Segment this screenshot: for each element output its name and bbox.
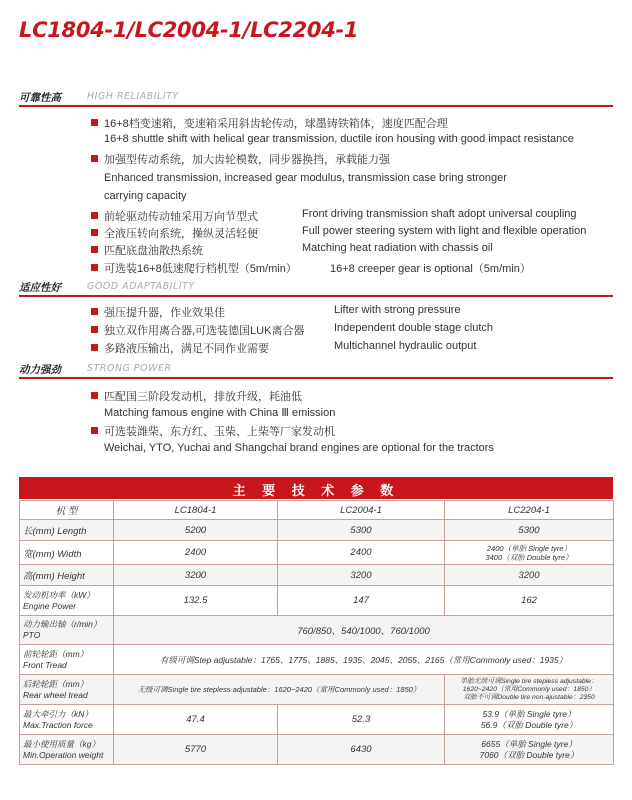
row-label <box>20 735 114 765</box>
table-cell: 147 <box>278 586 445 616</box>
bullet-icon <box>91 308 98 315</box>
table-row <box>20 541 614 565</box>
column-header: LC2004-1 <box>278 501 445 520</box>
bullet-icon <box>91 212 98 219</box>
row-label-zh: 最小使用质量（kg） <box>23 738 100 749</box>
table-cell: 47.4 <box>114 705 278 735</box>
row-label-zh: 后轮轮距（mm） <box>23 678 89 689</box>
cell-line: 3400（双胎 Double tyre） <box>485 552 573 562</box>
column-header: LC2204-1 <box>445 501 614 520</box>
section-divider <box>19 377 613 379</box>
row-label-zh: 最大牵引力（kN） <box>23 708 93 719</box>
bullet-icon <box>91 246 98 253</box>
cell-line: 7060（双胎 Double tyre） <box>479 749 579 760</box>
table-cell: 5300 <box>278 520 445 541</box>
list-item-en: 16+8 creeper gear is optional（5m/min） <box>330 263 531 275</box>
column-header: 机 型 <box>20 501 114 520</box>
list-item-zh: 前轮驱动传动轴采用万向节型式 <box>104 211 258 223</box>
row-label-en: PTO <box>23 630 41 640</box>
list-item-en: Enhanced transmission, increased gear modulus, transmission case bring stronger <box>104 172 507 184</box>
table-cell: 5770 <box>114 735 278 765</box>
list-item-en: Independent double stage clutch <box>334 322 494 334</box>
row-label <box>20 586 114 616</box>
list-item-en: Lifter with strong pressure <box>334 304 461 316</box>
list-item-en: Weichai, YTO, Yuchai and Shangchai brand engines are optional for the tractors <box>104 442 494 454</box>
table-cell: 6430 <box>278 735 445 765</box>
section-header-power <box>19 362 613 378</box>
row-label-zh: 发动机功率（kW） <box>23 589 95 600</box>
table-row <box>20 735 614 765</box>
table-cell <box>445 735 614 765</box>
row-label-en: Min.Operation weight <box>23 749 104 760</box>
cell-line: 2400（单胎 Single tyre） <box>486 543 572 553</box>
table-cell: 760/850、540/1000、760/1000 <box>114 616 614 645</box>
bullet-icon <box>91 155 98 162</box>
row-label <box>20 645 114 675</box>
list-item-en: Multichannel hydraulic output <box>334 340 477 352</box>
table-cell <box>445 541 614 565</box>
list-item-zh: 多路液压输出，满足不同作业需要 <box>104 343 269 355</box>
table-cell <box>445 705 614 735</box>
row-label <box>20 675 114 705</box>
row-label-en: Engine Power <box>23 600 76 611</box>
section-title-zh: 可靠性高 <box>19 92 61 104</box>
table-cell <box>445 675 614 705</box>
list-item-en: Front driving transmission shaft adopt universal coupling <box>302 208 577 220</box>
table-row <box>20 705 614 735</box>
page-title: LC1804-1/LC2004-1/LC2204-1 <box>19 18 359 42</box>
row-label-en: Max.Traction force <box>23 719 93 730</box>
table-cell: 5300 <box>445 520 614 541</box>
row-label-en: Rear wheel tread <box>23 689 88 700</box>
spec-table <box>19 500 614 765</box>
list-item-en: carrying capacity <box>104 190 187 202</box>
list-item-en: Full power steering system with light and flexible operation <box>302 225 587 237</box>
list-item-en: Matching heat radiation with chassis oil <box>302 242 493 254</box>
table-cell: 162 <box>445 586 614 616</box>
section-title-en: GOOD ADAPTABILITY <box>87 281 195 292</box>
list-item-zh: 可选装潍柴、东方红、玉柴、上柴等厂家发动机 <box>104 426 335 438</box>
bullet-icon <box>91 119 98 126</box>
table-row <box>20 616 614 645</box>
spec-banner-title: 主 要 技 术 参 数 <box>232 484 400 499</box>
section-header-adaptability <box>19 280 613 296</box>
table-cell: 有级可调Step adjustable：1765、1775、1885、1935、2045、2055、2165（常用Commonly used：1935） <box>114 645 614 675</box>
table-cell: 无级可调Single tire stepless adjustable：1620~2420（常用Commonly used：1850） <box>114 675 445 705</box>
table-row <box>20 645 614 675</box>
table-row <box>20 565 614 586</box>
table-cell: 3200 <box>445 565 614 586</box>
bullet-icon <box>91 344 98 351</box>
row-label <box>20 705 114 735</box>
cell-line: 1620~2420（常用Commonly used：1850） <box>462 685 596 693</box>
row-label <box>20 616 114 645</box>
spec-banner <box>19 477 613 499</box>
table-cell: 5200 <box>114 520 278 541</box>
row-label-en: Front Tread <box>23 659 67 670</box>
cell-line: 单胎无级可调Single tire stepless adjustable： <box>460 677 598 685</box>
section-title-en: HIGH RELIABILITY <box>87 91 179 102</box>
list-item-zh: 独立双作用离合器,可选装德国LUK离合器 <box>104 325 305 337</box>
section-title-en: STRONG POWER <box>87 363 172 374</box>
table-cell: 52.3 <box>278 705 445 735</box>
row-label: 宽(mm) Width <box>20 541 114 565</box>
column-header: LC1804-1 <box>114 501 278 520</box>
table-cell: 2400 <box>114 541 278 565</box>
list-item-zh: 加强型传动系统，加大齿轮模数，同步器换挡，承载能力强 <box>104 154 390 166</box>
table-row <box>20 586 614 616</box>
list-item-zh: 全液压转向系统，操纵灵活轻便 <box>104 228 258 240</box>
bullet-icon <box>91 229 98 236</box>
list-item-en: 16+8 shuttle shift with helical gear transmission, ductile iron housing with good impact resistance <box>104 133 574 145</box>
table-cell: 3200 <box>114 565 278 586</box>
list-item-zh: 可选装16+8低速爬行档机型（5m/min） <box>104 263 297 275</box>
row-label-zh: 前轮轮距（mm） <box>23 648 89 659</box>
section-title-zh: 动力强劲 <box>19 364 61 376</box>
cell-line: 56.9（双胎 Double tyre） <box>480 719 578 730</box>
table-header-row <box>20 501 614 520</box>
row-label-zh: 动力输出轴（r/min） <box>23 619 102 629</box>
list-item-en: Matching famous engine with China Ⅲ emission <box>104 407 336 419</box>
bullet-icon <box>91 392 98 399</box>
row-label: 长(mm) Length <box>20 520 114 541</box>
table-row <box>20 675 614 705</box>
list-item-zh: 强压提升器，作业效果佳 <box>104 307 225 319</box>
cell-line: 53.9（单胎 Single tyre） <box>482 708 576 719</box>
cell-line: 6655（单胎 Single tyre） <box>481 738 577 749</box>
table-cell: 132.5 <box>114 586 278 616</box>
section-title-zh: 适应性好 <box>19 282 61 294</box>
bullet-icon <box>91 264 98 271</box>
table-cell: 3200 <box>278 565 445 586</box>
list-item-zh: 16+8档变速箱，变速箱采用斜齿轮传动，球墨铸铁箱体，速度匹配合理 <box>104 118 448 130</box>
section-divider <box>19 295 613 297</box>
cell-line: 双胎不可调Double tire non-ajustable：2350 <box>463 693 595 701</box>
list-item-zh: 匹配底盘油散热系统 <box>104 245 203 257</box>
bullet-icon <box>91 326 98 333</box>
table-cell: 2400 <box>278 541 445 565</box>
row-label: 高(mm) Height <box>20 565 114 586</box>
section-header-reliability <box>19 90 613 106</box>
bullet-icon <box>91 427 98 434</box>
list-item-zh: 匹配国三阶段发动机，排放升级，耗油低 <box>104 391 302 403</box>
table-row <box>20 520 614 541</box>
section-divider <box>19 105 613 107</box>
